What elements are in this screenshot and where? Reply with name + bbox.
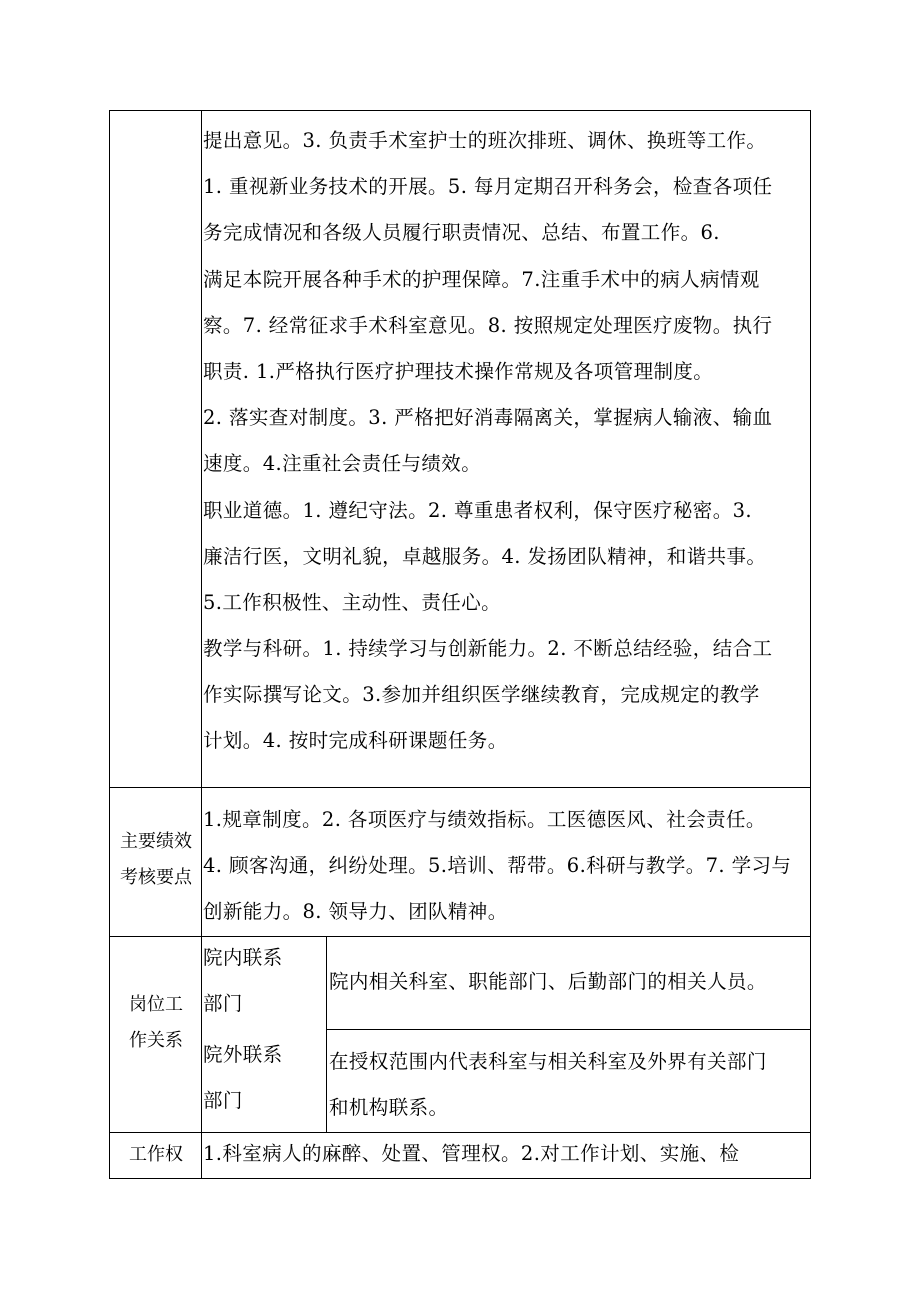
column-divider-sublabel	[326, 936, 327, 1132]
kpi-header-line: 考核要点	[120, 867, 192, 888]
external-contact-label-line: 院外联系	[203, 1043, 283, 1066]
external-contact-value	[329, 1039, 767, 1131]
duties-line: 教学与科研。1. 持续学习与创新能力。2. 不断总结经验，结合工	[203, 637, 773, 661]
internal-contact-value-line: 院内相关科室、职能部门、后勤部门的相关人员。	[329, 970, 767, 993]
authority-header-line: 工作权	[129, 1144, 183, 1165]
duties-text	[203, 118, 772, 765]
duties-line: 5.工作积极性、主动性、责任心。	[203, 590, 502, 614]
row-divider-internal-external	[326, 1029, 810, 1030]
internal-contact-label-line: 院内联系	[203, 946, 283, 969]
kpi-header-line: 主要绩效	[120, 831, 192, 852]
kpi-header	[110, 824, 202, 896]
duties-line: 速度。4.注重社会责任与绩效。	[203, 452, 482, 476]
duties-line: 满足本院开展各种手术的护理保障。7.注重手术中的病人病情观	[203, 267, 760, 291]
duties-line: 计划。4. 按时完成科研课题任务。	[203, 729, 508, 753]
internal-contact-value	[329, 959, 767, 1005]
authority-header	[110, 1137, 202, 1173]
relations-header-line: 作关系	[129, 1030, 183, 1051]
duties-line: 1. 重视新业务技术的开展。5. 每月定期召开科务会，检查各项任	[203, 175, 773, 199]
authority-text	[203, 1131, 739, 1177]
duties-line: 察。7. 经常征求手术科室意见。8. 按照规定处理医疗废物。执行	[203, 313, 773, 337]
duties-line: 务完成情况和各级人员履行职责情况、总结、布置工作。6.	[203, 221, 720, 245]
duties-line: 提出意见。3. 负责手术室护士的班次排班、调休、换班等工作。	[203, 129, 767, 152]
external-contact-label-line: 部门	[203, 1089, 243, 1113]
authority-line: 1.科室病人的麻醉、处置、管理权。2.对工作计划、实施、检	[203, 1142, 740, 1165]
duties-line: 作实际撰写论文。3.参加并组织医学继续教育，完成规定的教学	[203, 683, 760, 707]
relations-header	[110, 987, 202, 1059]
duties-line: 2. 落实查对制度。3. 严格把好消毒隔离关，掌握病人输液、输血	[203, 406, 773, 430]
kpi-line: 4. 顾客沟通，纠纷处理。5.培训、帮带。6.科研与教学。7. 学习与	[203, 854, 792, 878]
relations-header-line: 岗位工	[129, 994, 183, 1015]
external-contact-label	[203, 1032, 283, 1124]
job-description-table	[109, 110, 811, 1179]
kpi-text	[203, 797, 791, 936]
duties-line: 职业道德。1. 遵纪守法。2. 尊重患者权利，保守医疗秘密。3.	[203, 498, 753, 522]
internal-contact-label	[203, 935, 283, 1027]
kpi-line: 1.规章制度。2. 各项医疗与绩效指标。工医德医风、社会责任。	[203, 808, 766, 831]
external-contact-value-line: 在授权范围内代表科室与相关科室及外界有关部门	[329, 1050, 767, 1073]
row-divider-duties-kpi	[110, 787, 810, 788]
external-contact-value-line: 和机构联系。	[329, 1096, 449, 1120]
duties-line: 廉洁行医，文明礼貌，卓越服务。4. 发扬团队精神，和谐共事。	[203, 544, 767, 568]
internal-contact-label-line: 部门	[203, 992, 243, 1016]
kpi-line: 创新能力。8. 领导力、团队精神。	[203, 900, 508, 924]
duties-line: 职责. 1.严格执行医疗护理技术操作常规及各项管理制度。	[203, 359, 714, 383]
